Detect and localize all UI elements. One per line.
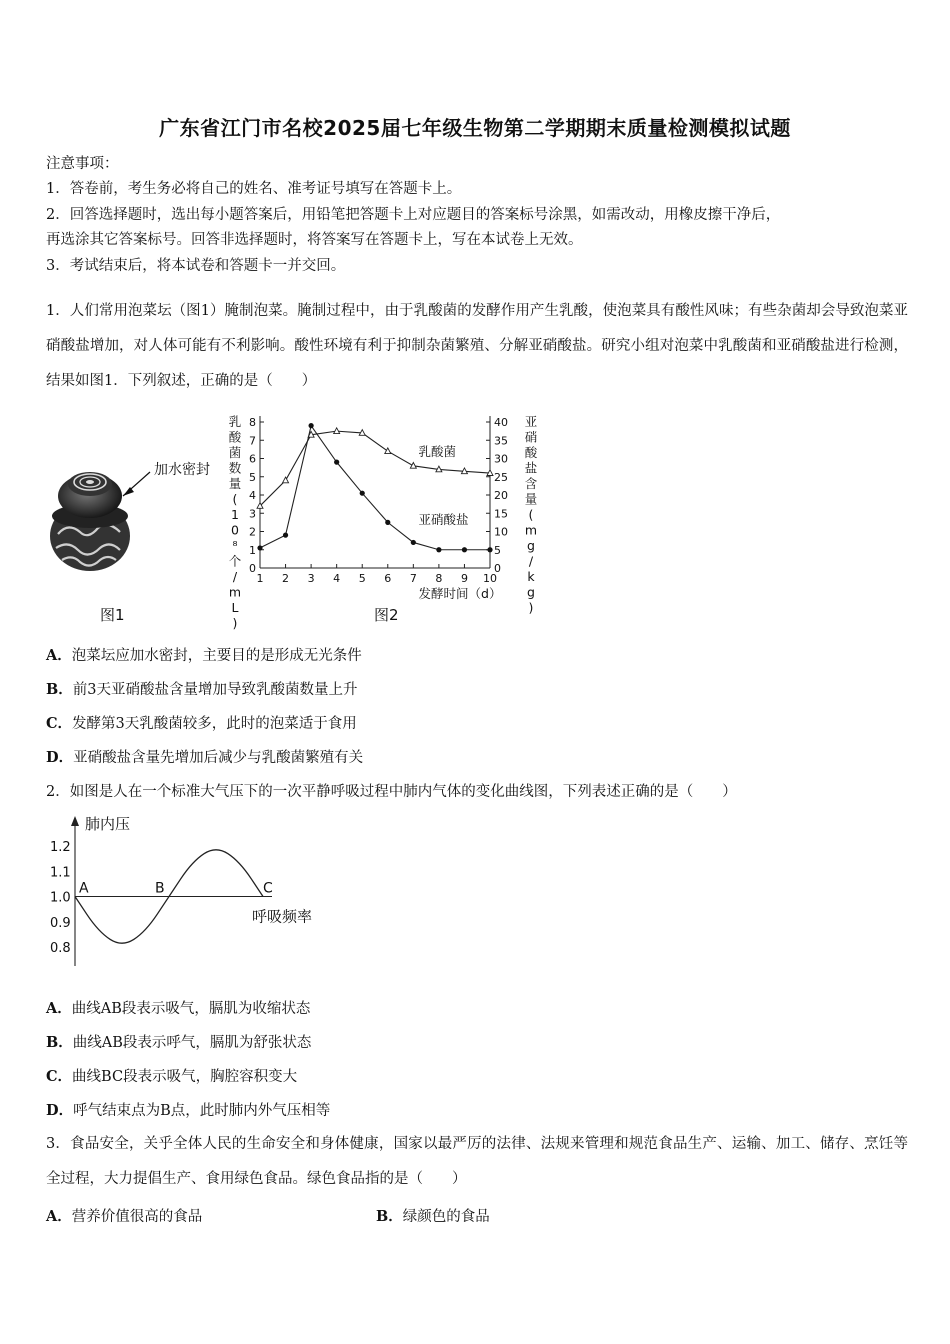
y-axis-title: 肺内压: [85, 815, 131, 833]
right-tick-label: 10: [494, 525, 508, 539]
notice-item: 2．回答选择题时，选出每小题答案后，用铅笔把答题卡上对应题目的答案标号涂黑，如需改动，用橡皮擦干净后，: [46, 207, 781, 223]
question-1-stem: 1．人们常用泡菜坛（图1）腌制泡菜。腌制过程中，由于乳酸菌的发酵作用产生乳酸，使泡菜具有酸性风味；有些杂菌却会导致泡菜亚硝酸盐增加，对人体可能有不利影响。酸性环境有利于抑制杂菌繁殖、分解亚硝酸盐。研究小组对泡菜中乳酸菌和亚硝酸盐进行检测，结果如图1．下列叙述，正确的是（ ）: [46, 303, 908, 389]
x-tick-label: 1: [256, 572, 264, 585]
option-letter: C．: [46, 715, 73, 732]
left-axis-title: 1: [231, 507, 239, 522]
y-tick-label: 1.2: [50, 840, 71, 855]
option-text: 前3天亚硝酸盐含量增加导致乳酸菌数量上升: [72, 682, 358, 698]
x-tick-label: 2: [282, 572, 290, 585]
right-tick-label: 5: [494, 543, 501, 557]
right-axis-title: 含: [524, 476, 538, 491]
option-letter: A．: [46, 647, 72, 664]
option-text: 绿颜色的食品: [402, 1209, 490, 1225]
q1-option-a[interactable]: [46, 644, 362, 665]
series-label: 亚硝酸盐: [418, 512, 469, 528]
nitrite-point: [411, 540, 416, 545]
right-axis-title: (: [528, 507, 534, 522]
nitrite-point: [283, 533, 288, 538]
left-axis-title: (: [232, 491, 238, 507]
left-axis-title: 数: [228, 460, 242, 476]
fig1-caption: 图1: [100, 606, 125, 624]
right-tick-label: 20: [494, 489, 508, 502]
right-axis-title: g: [527, 538, 535, 553]
q3-option-b[interactable]: [376, 1205, 490, 1226]
x-axis-title: 发酵时间（d）: [418, 586, 502, 601]
nitrite-point: [309, 423, 314, 428]
lactobacillus-point: [385, 448, 391, 454]
option-letter: B．: [46, 681, 73, 698]
right-tick-label: 30: [494, 452, 508, 466]
point-label: C: [263, 880, 273, 897]
right-tick-label: 15: [494, 507, 508, 521]
x-tick-label: 3: [307, 572, 315, 585]
option-text: 泡菜坛应加水密封，主要目的是形成无光条件: [71, 648, 362, 664]
q1-option-b[interactable]: [46, 678, 358, 699]
left-tick-label: 4: [249, 489, 256, 502]
q2-option-b[interactable]: [46, 1031, 311, 1052]
y-axis-arrow: [71, 816, 79, 826]
right-axis-title: ): [528, 600, 534, 615]
nitrite-point: [360, 491, 365, 496]
lactobacillus-point: [334, 428, 340, 434]
q3-option-a[interactable]: [46, 1205, 202, 1226]
left-tick-label: 1: [249, 543, 256, 557]
left-axis-title: 乳: [228, 414, 242, 429]
question-2-stem: 2．如图是人在一个标准大气压下的一次平静呼吸过程中肺内气体的变化曲线图，下列表述正确的是（ ）: [46, 784, 737, 800]
series-label: 乳酸菌: [418, 443, 456, 459]
left-tick-label: 3: [249, 507, 256, 521]
x-axis-title: 呼吸频率: [252, 907, 313, 926]
fig1-annotation: 加水密封: [154, 462, 210, 478]
x-tick-label: 5: [358, 572, 366, 585]
left-axis-title: 个: [228, 553, 242, 569]
option-text: 发酵第3天乳酸菌较多，此时的泡菜适于食用: [72, 716, 357, 732]
left-tick-label: 5: [249, 470, 256, 484]
option-letter: B．: [376, 1208, 403, 1225]
right-axis-title: k: [527, 569, 535, 584]
question-3-stem: 3．食品安全，关乎全体人民的生命安全和身体健康，国家以最严厉的法律、法规来管理和规范食品生产、运输、加工、储存、烹饪等全过程，大力提倡生产、食用绿色食品。绿色食品指的是（ ）: [46, 1136, 908, 1187]
q2-option-c[interactable]: [46, 1065, 297, 1086]
y-tick-label: 1.1: [50, 865, 71, 881]
right-axis-title: m: [524, 522, 538, 538]
left-axis-title: /: [232, 569, 238, 584]
notice-item: 3．考试结束后，将本试卷和答题卡一并交回。: [46, 258, 346, 274]
option-text: 营养价值很高的食品: [71, 1209, 203, 1225]
y-tick-label: 0.8: [50, 941, 71, 956]
q1-option-d[interactable]: [46, 746, 363, 767]
left-axis-title: 酸: [228, 429, 242, 445]
point-label: A: [79, 880, 89, 897]
nitrite-point: [462, 547, 467, 552]
left-axis-title: L: [231, 600, 239, 615]
option-text: 曲线AB段表示呼气，膈肌为舒张状态: [72, 1035, 312, 1051]
left-axis-title: ): [232, 615, 238, 631]
right-tick-label: 25: [494, 470, 508, 484]
y-tick-label: 1.0: [50, 890, 71, 906]
fig2-caption: 图2: [374, 606, 399, 624]
right-axis-title: /: [528, 553, 534, 569]
right-tick-label: 40: [494, 416, 508, 429]
option-letter: A．: [46, 1000, 72, 1017]
option-letter: D．: [46, 749, 74, 766]
right-tick-label: 35: [494, 434, 508, 448]
jar-lid: [58, 472, 122, 518]
left-axis-title: m: [228, 584, 242, 600]
lactobacillus-point: [410, 463, 416, 469]
page-title: 广东省江门市名校2025届七年级生物第二学期期末质量检测模拟试题: [159, 116, 791, 140]
option-text: 亚硝酸盐含量先增加后减少与乳酸菌繁殖有关: [73, 750, 364, 766]
left-tick-label: 2: [249, 525, 256, 539]
nitrite-point: [385, 520, 390, 525]
x-tick-label: 7: [409, 572, 417, 585]
left-axis-title: 量: [228, 476, 242, 491]
q2-option-a[interactable]: [46, 997, 310, 1018]
notice-heading: 注意事项：: [46, 156, 119, 172]
right-axis-title: 酸: [524, 445, 538, 460]
option-letter: D．: [46, 1102, 74, 1119]
right-axis-title: g: [527, 584, 535, 600]
right-axis-title: 量: [524, 491, 538, 507]
nitrite-point: [487, 547, 492, 552]
notice-item: 再选涂其它答案标号。回答非选择题时，将答案写在答题卡上，写在本试卷上无效。: [46, 232, 583, 248]
option-text: 曲线BC段表示吸气，胸腔容积变大: [72, 1069, 298, 1085]
x-tick-label: 8: [435, 572, 443, 585]
nitrite-point: [436, 547, 441, 552]
notice-item: 1．答卷前，考生务必将自己的姓名、准考证号填写在答题卡上。: [46, 181, 462, 197]
right-tick-label: 0: [494, 562, 501, 575]
point-label: B: [155, 880, 165, 897]
left-tick-label: 7: [249, 434, 256, 448]
left-tick-label: 8: [249, 416, 256, 429]
left-tick-label: 0: [249, 562, 256, 575]
q1-option-c[interactable]: [46, 712, 357, 733]
left-axis-title: 菌: [228, 445, 242, 460]
right-axis-title: 硝: [524, 429, 538, 445]
right-axis-title: 盐: [524, 460, 538, 476]
option-letter: A．: [46, 1208, 72, 1225]
option-letter: B．: [46, 1034, 73, 1051]
lung-pressure-chart: [40, 810, 340, 970]
option-text: 呼气结束点为B点，此时肺内外气压相等: [73, 1103, 331, 1119]
left-axis-title: ⁸: [232, 538, 238, 553]
x-tick-label: 9: [460, 572, 468, 585]
x-tick-label: 4: [333, 572, 341, 585]
y-tick-label: 0.9: [50, 915, 71, 931]
option-letter: C．: [46, 1068, 73, 1085]
left-axis-title: 0: [231, 522, 239, 538]
option-text: 曲线AB段表示吸气，膈肌为收缩状态: [71, 1001, 311, 1017]
x-tick-label: 6: [384, 572, 392, 585]
right-axis-title: 亚: [524, 414, 538, 429]
q2-option-d[interactable]: [46, 1099, 330, 1120]
nitrite-point: [257, 545, 262, 550]
nitrite-point: [334, 460, 339, 465]
lactobacillus-point: [283, 477, 289, 483]
x-tick-label: 10: [483, 572, 497, 585]
left-tick-label: 6: [249, 452, 256, 466]
